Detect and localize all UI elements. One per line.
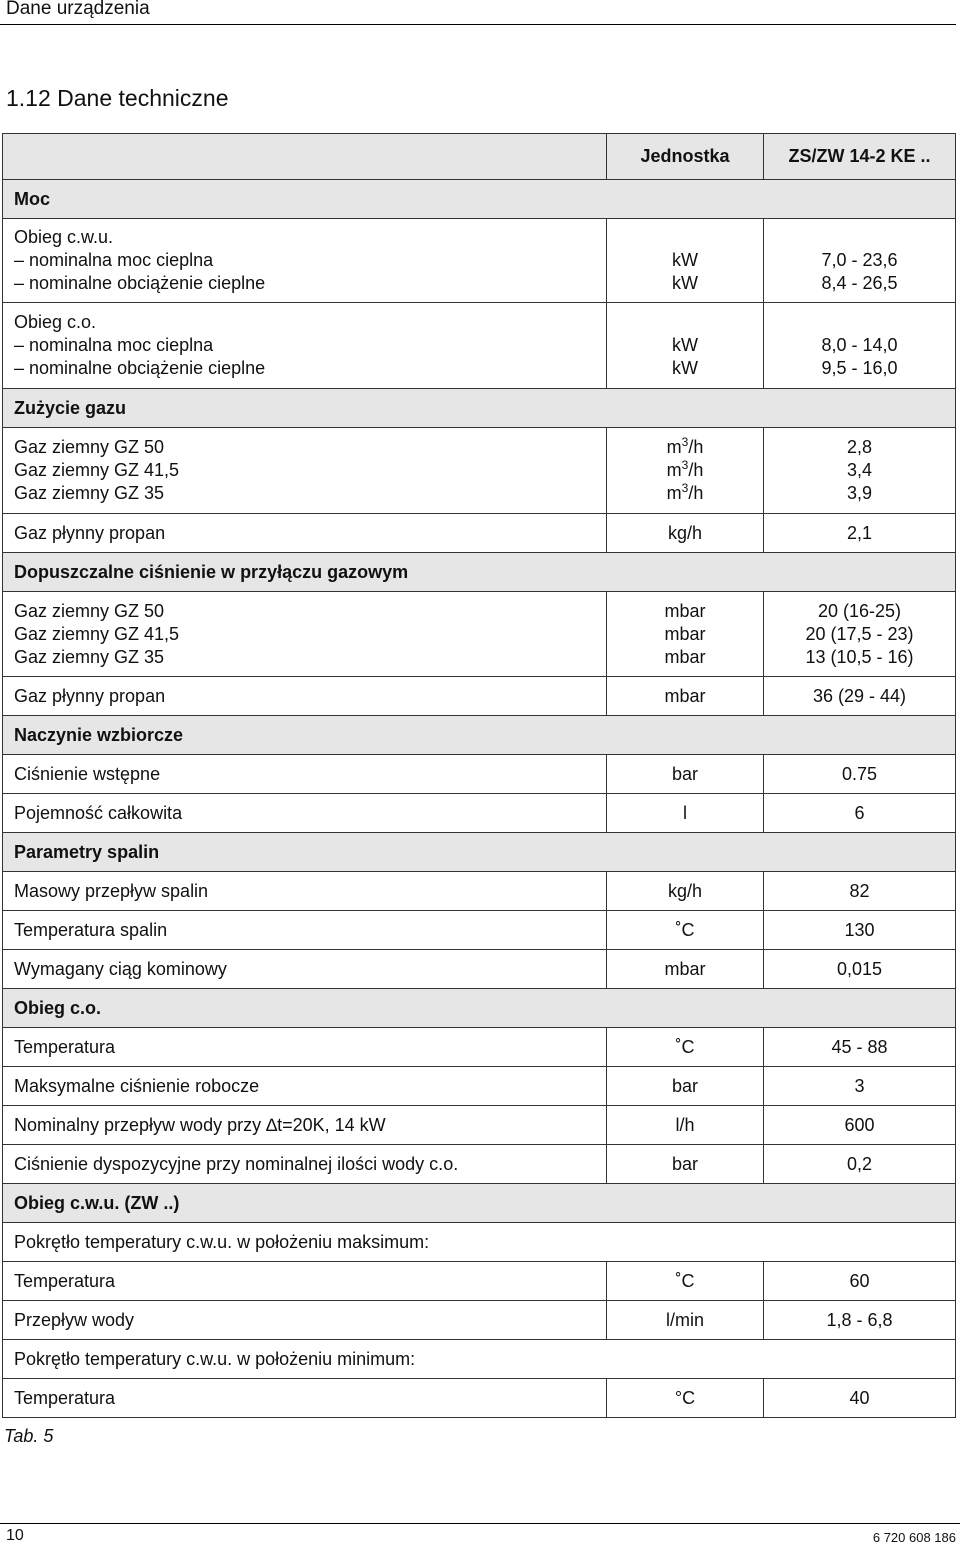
table-row — [3, 794, 956, 833]
row-unit: mbar — [607, 950, 764, 989]
row-subtitle: Obieg c.w.u. — [14, 227, 114, 247]
table-row — [3, 677, 956, 716]
unit-line: kW — [672, 358, 698, 378]
row-label: Ciśnienie dyspozycyjne przy nominalnej ilości wody c.o. — [3, 1145, 607, 1184]
header-empty-cell — [3, 134, 607, 180]
row-label-line: Gaz ziemny GZ 41,5 — [14, 623, 180, 644]
unit-line: $m^3/h$ — [666, 481, 704, 503]
row-unit: bar — [607, 755, 764, 794]
row-label-line: Gaz ziemny GZ 35 — [14, 483, 165, 503]
row-unit: mbar — [607, 677, 764, 716]
row-unit: ˚C — [607, 1028, 764, 1067]
value-line: 8,4 - 26,5 — [821, 273, 898, 293]
row-unit: l/h — [607, 1106, 764, 1145]
row-label: Pokrętło temperatury c.w.u. w położeniu minimum: — [3, 1340, 956, 1379]
row-value: 40 — [764, 1379, 956, 1418]
unit-line: kW — [672, 250, 698, 270]
row-label: Temperatura — [3, 1379, 607, 1418]
unit-line: mbar — [664, 646, 706, 667]
row-label — [3, 592, 607, 677]
table-row — [3, 1301, 956, 1340]
row-unit: bar — [607, 1145, 764, 1184]
row-value — [764, 219, 956, 303]
row-value: 0,015 — [764, 950, 956, 989]
value-line: 20 (17,5 - 23) — [805, 623, 914, 644]
row-unit: kg/h — [607, 872, 764, 911]
row-value — [764, 428, 956, 514]
row-label: Wymagany ciąg kominowy — [3, 950, 607, 989]
row-label: Przepływ wody — [3, 1301, 607, 1340]
row-label: Pokrętło temperatury c.w.u. w położeniu maksimum: — [3, 1223, 956, 1262]
unit-line: mbar — [664, 623, 706, 644]
table-row — [3, 1340, 956, 1379]
group-title: Parametry spalin — [3, 833, 956, 872]
row-label: Gaz płynny propan — [3, 514, 607, 553]
group-row-gas-use — [3, 389, 956, 428]
table-row — [3, 428, 956, 514]
row-label-line: – nominalna moc cieplna — [14, 335, 214, 355]
value-line: 20 (16-25) — [817, 600, 902, 621]
group-row-gas-pressure — [3, 553, 956, 592]
table-row — [3, 1379, 956, 1418]
section-title: 1.12 Dane techniczne — [6, 85, 229, 111]
table-row — [3, 755, 956, 794]
row-value — [764, 303, 956, 389]
row-value: 0.75 — [764, 755, 956, 794]
group-title: Dopuszczalne ciśnienie w przyłączu gazowym — [3, 553, 956, 592]
row-label-line: Gaz ziemny GZ 35 — [14, 646, 165, 667]
row-value: 36 (29 - 44) — [764, 677, 956, 716]
group-title: Obieg c.w.u. (ZW ..) — [3, 1184, 956, 1223]
table-row — [3, 1262, 956, 1301]
row-unit: ˚C — [607, 911, 764, 950]
table-row — [3, 950, 956, 989]
row-value: 6 — [764, 794, 956, 833]
row-value: 2,1 — [764, 514, 956, 553]
row-value — [764, 592, 956, 677]
document-number: 6 720 608 186 — [872, 1530, 956, 1545]
row-label-line: – nominalne obciążenie cieplne — [14, 358, 266, 378]
row-unit — [607, 303, 764, 389]
header-model: ZS/ZW 14-2 KE .. — [764, 134, 956, 180]
row-label: Temperatura — [3, 1262, 607, 1301]
row-unit: l — [607, 794, 764, 833]
table-row — [3, 1067, 956, 1106]
table-row — [3, 872, 956, 911]
unit-line: kW — [672, 273, 698, 293]
row-label-line: Gaz ziemny GZ 41,5 — [14, 460, 180, 480]
technical-data-table — [2, 133, 956, 1418]
row-label: Ciśnienie wstępne — [3, 755, 607, 794]
group-row-co-circuit — [3, 989, 956, 1028]
row-label-line: – nominalne obciążenie cieplne — [14, 273, 266, 293]
row-value: 60 — [764, 1262, 956, 1301]
row-label: Temperatura — [3, 1028, 607, 1067]
table-row — [3, 514, 956, 553]
group-row-moc — [3, 180, 956, 219]
table-row — [3, 1106, 956, 1145]
unit-line: $m^3/h$ — [666, 458, 704, 480]
group-title: Zużycie gazu — [3, 389, 956, 428]
row-label — [3, 303, 607, 389]
unit-line: kW — [672, 335, 698, 355]
table-row — [3, 592, 956, 677]
value-line: 3,9 — [846, 483, 873, 503]
value-line: 2,8 — [846, 437, 873, 457]
value-line: 8,0 - 14,0 — [821, 335, 898, 355]
row-label: Temperatura spalin — [3, 911, 607, 950]
row-label: Maksymalne ciśnienie robocze — [3, 1067, 607, 1106]
row-label-line: – nominalna moc cieplna — [14, 250, 214, 270]
header-divider — [0, 24, 956, 25]
unit-line: mbar — [664, 600, 706, 621]
footer-divider — [0, 1523, 960, 1524]
row-unit: l/min — [607, 1301, 764, 1340]
row-label: Masowy przepływ spalin — [3, 872, 607, 911]
row-label: Pojemność całkowita — [3, 794, 607, 833]
row-value: 600 — [764, 1106, 956, 1145]
value-line: 9,5 - 16,0 — [821, 358, 898, 378]
row-unit — [607, 592, 764, 677]
row-unit: ˚C — [607, 1262, 764, 1301]
row-unit: bar — [607, 1067, 764, 1106]
group-row-vessel — [3, 716, 956, 755]
row-value: 3 — [764, 1067, 956, 1106]
header-unit: Jednostka — [607, 134, 764, 180]
row-value: 1,8 - 6,8 — [764, 1301, 956, 1340]
row-label-line: Gaz ziemny GZ 50 — [14, 437, 165, 457]
group-row-flue — [3, 833, 956, 872]
value-line: 3,4 — [846, 460, 873, 480]
unit-line: $m^3/h$ — [666, 435, 704, 457]
row-unit — [607, 219, 764, 303]
group-title: Naczynie wzbiorcze — [3, 716, 956, 755]
value-line: 7,0 - 23,6 — [821, 250, 898, 270]
row-value: 130 — [764, 911, 956, 950]
value-line: 13 (10,5 - 16) — [805, 646, 914, 667]
row-label — [3, 219, 607, 303]
table-row — [3, 303, 956, 389]
table-row — [3, 911, 956, 950]
table-row — [3, 1145, 956, 1184]
table-row — [3, 219, 956, 303]
row-label: Nominalny przepływ wody przy ∆t=20K, 14 kW — [3, 1106, 607, 1145]
row-label — [3, 428, 607, 514]
row-unit — [607, 428, 764, 514]
group-title: Obieg c.o. — [3, 989, 956, 1028]
row-value: 82 — [764, 872, 956, 911]
group-title: Moc — [3, 180, 956, 219]
page-number: 10 — [6, 1527, 24, 1544]
group-row-dhw-circuit — [3, 1184, 956, 1223]
row-unit: kg/h — [607, 514, 764, 553]
row-label: Gaz płynny propan — [3, 677, 607, 716]
running-header: Dane urządzenia — [6, 0, 150, 19]
table-row — [3, 1223, 956, 1262]
row-label-line: Gaz ziemny GZ 50 — [14, 600, 165, 621]
row-value: 45 - 88 — [764, 1028, 956, 1067]
table-caption: Tab. 5 — [4, 1426, 54, 1446]
row-value: 0,2 — [764, 1145, 956, 1184]
table-row — [3, 1028, 956, 1067]
row-unit: °C — [607, 1379, 764, 1418]
table-header-row — [3, 134, 956, 180]
row-subtitle: Obieg c.o. — [14, 312, 97, 332]
